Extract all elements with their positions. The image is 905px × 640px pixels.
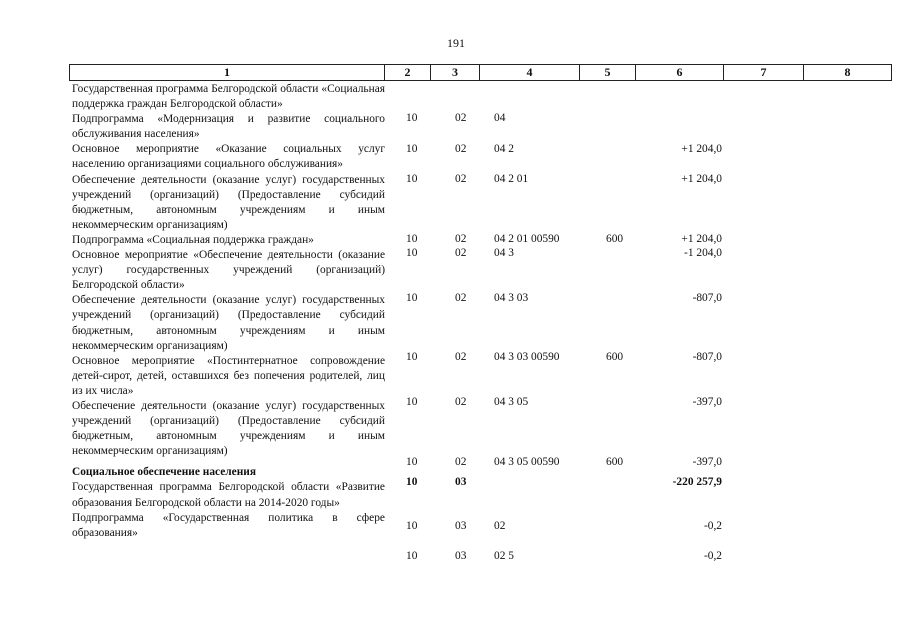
table-row: [0, 142, 905, 157]
cell-target-code: 04 2: [494, 143, 514, 155]
cell-amount: -0,2: [703, 550, 722, 562]
cell-amount: -807,0: [692, 351, 722, 363]
description-paragraph: Основное мероприятие «Оказание социальных услуг населению организациями социального обслуживания»: [72, 143, 385, 171]
cell-subsection: 02: [455, 112, 467, 124]
cell-target-code: 04 3 05: [494, 396, 529, 408]
cell-amount: -397,0: [692, 396, 722, 408]
table-row: [0, 395, 905, 410]
cell-amount: -807,0: [692, 292, 722, 304]
table-row-section-total: [0, 475, 905, 490]
table-row: [0, 455, 905, 470]
table-row: [0, 519, 905, 534]
cell-section: 10: [406, 247, 418, 259]
table-row: [0, 172, 905, 187]
cell-section: 10: [406, 292, 418, 304]
cell-amount: -397,0: [692, 456, 722, 468]
cell-target-code: 04: [494, 112, 506, 124]
cell-expense-type: 600: [606, 456, 624, 468]
cell-amount: +1 204,0: [681, 143, 722, 155]
page-number: 191: [447, 36, 465, 50]
description-paragraph: Основное мероприятие «Обеспечение деятельности (оказание услуг) государственных учреждений (организаций) Белгородской области»: [72, 249, 385, 292]
cell-subsection: 02: [455, 233, 467, 245]
header-col-4: 4: [480, 65, 580, 80]
cell-target-code: 04 2 01 00590: [494, 233, 560, 245]
cell-subsection: 02: [455, 351, 467, 363]
header-col-1: 1: [70, 65, 385, 80]
cell-amount: -0,2: [703, 520, 722, 532]
cell-target-code: 04 3 03: [494, 292, 529, 304]
table-row: [0, 549, 905, 564]
cell-subsection: 02: [455, 173, 467, 185]
cell-subsection: 02: [455, 396, 467, 408]
cell-target-code: 04 3: [494, 247, 514, 259]
cell-section: 10: [406, 476, 418, 488]
cell-section: 10: [406, 143, 418, 155]
cell-subsection: 02: [455, 292, 467, 304]
table-row: [0, 111, 905, 126]
cell-section: 10: [406, 173, 418, 185]
cell-subsection: 02: [455, 143, 467, 155]
cell-target-code: 04 3 03 00590: [494, 351, 560, 363]
table-row: [0, 246, 905, 261]
cell-target-code: 04 3 05 00590: [494, 456, 560, 468]
description-paragraph: Подпрограмма «Модернизация и развитие социального обслуживания населения»: [72, 113, 385, 141]
header-col-8: 8: [844, 65, 851, 79]
cell-subsection: 03: [455, 550, 467, 562]
cell-subsection: 03: [455, 520, 467, 532]
header-col-7: 7: [724, 65, 804, 80]
cell-section: 10: [406, 233, 418, 245]
description-paragraph: Обеспечение деятельности (оказание услуг) государственных учреждений (организаций) (Предоставление субсидий бюджетным, автономным учреждениям и иным некоммерческим организациям): [72, 294, 385, 352]
table-row: [0, 350, 905, 365]
cell-section: 10: [406, 550, 418, 562]
cell-expense-type: 600: [606, 351, 624, 363]
cell-section: 10: [406, 351, 418, 363]
table-header: [69, 64, 892, 81]
header-col-5: 5: [580, 65, 636, 80]
description-paragraph: Государственная программа Белгородской области «Социальная поддержка граждан Белгородской области»: [72, 83, 385, 111]
header-col-6: 6: [636, 65, 724, 80]
description-paragraph: Обеспечение деятельности (оказание услуг) государственных учреждений (организаций) (Предоставление субсидий бюджетным, автономным учреждениям и иным некоммерческим организациям): [72, 399, 385, 458]
section-heading: Социальное обеспечение населения: [72, 466, 256, 479]
description-paragraph: Подпрограмма «Социальная поддержка граждан»: [72, 233, 314, 246]
header-col-3: 3: [431, 65, 480, 80]
cell-subsection: 03: [455, 476, 467, 488]
cell-target-code: 02: [494, 520, 506, 532]
cell-target-code: 04 2 01: [494, 173, 529, 185]
description-paragraph: Обеспечение деятельности (оказание услуг) государственных учреждений (организаций) (Предоставление субсидий бюджетным, автономным учреждениям и иным некоммерческим организациям): [72, 173, 385, 231]
cell-expense-type: 600: [606, 233, 624, 245]
cell-section: 10: [406, 396, 418, 408]
cell-amount: +1 204,0: [681, 173, 722, 185]
cell-amount: +1 204,0: [681, 233, 722, 245]
description-paragraph: Подпрограмма «Государственная политика в сфере образования»: [72, 511, 385, 539]
cell-target-code: 02 5: [494, 550, 514, 562]
description-paragraph: Основное мероприятие «Постинтернатное сопровождение детей-сирот, детей, оставшихся без попечения родителей, лиц из их числа»: [72, 354, 385, 397]
cell-amount: -220 257,9: [672, 476, 722, 488]
table-row: [0, 232, 905, 247]
description-paragraph: Государственная программа Белгородской области «Развитие образования Белгородской области на 2014-2020 годы»: [72, 481, 385, 509]
cell-amount: -1 204,0: [684, 247, 722, 259]
cell-subsection: 02: [455, 247, 467, 259]
header-col-2: 2: [385, 65, 431, 80]
cell-section: 10: [406, 520, 418, 532]
cell-section: 10: [406, 112, 418, 124]
table-row: [0, 291, 905, 306]
cell-section: 10: [406, 456, 418, 468]
cell-subsection: 02: [455, 456, 467, 468]
